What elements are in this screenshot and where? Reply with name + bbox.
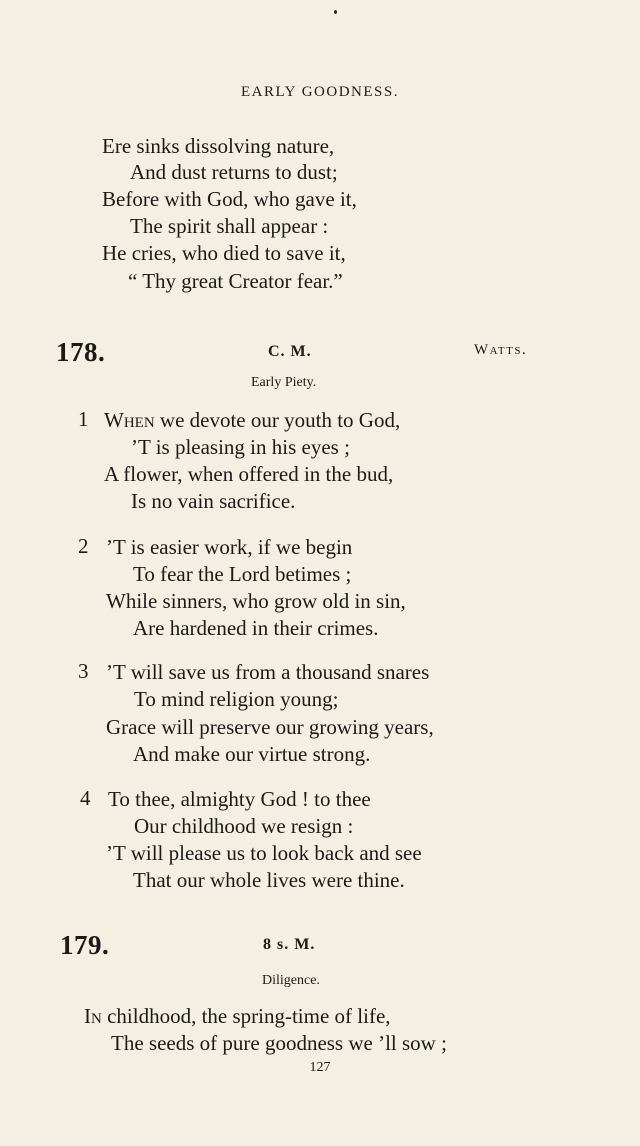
verse-line: Is no vain sacrifice.: [131, 489, 296, 513]
verse-line: “ Thy great Creator fear.”: [128, 269, 343, 293]
hymn-subtitle: Early Piety.: [251, 375, 317, 390]
verse-line: While sinners, who grow old in sin,: [106, 589, 406, 613]
stanza-number: 3: [78, 659, 89, 683]
verse-line: ’T will save us from a thousand snares: [106, 660, 430, 684]
hymn-number: 178.: [56, 337, 106, 367]
verse-line: Our childhood we resign :: [134, 814, 354, 838]
verse-first-word: When: [104, 408, 155, 432]
verse-line: To mind religion young;: [134, 687, 339, 711]
verse-first-word: In: [84, 1004, 102, 1028]
hymn-number: 179.: [60, 930, 110, 960]
verse-line: That our whole lives were thine.: [133, 868, 405, 892]
verse-line: Are hardened in their crimes.: [133, 616, 379, 640]
verse-line-rest: childhood, the spring-time of life,: [101, 1004, 391, 1028]
verse-line-rest: we devote our youth to God,: [154, 408, 401, 432]
verse-line: [104, 407, 400, 433]
running-head: EARLY GOODNESS.: [241, 84, 399, 100]
verse-line: To fear the Lord betimes ;: [133, 562, 352, 586]
verse-line: Grace will preserve our growing years,: [106, 715, 434, 739]
ink-speck: [334, 10, 337, 14]
stanza-number: 2: [78, 534, 89, 558]
verse-line: And make our virtue strong.: [133, 742, 371, 766]
hymn-meter: 8 s. M.: [263, 936, 316, 953]
verse-line: He cries, who died to save it,: [102, 241, 346, 265]
verse-line: A flower, when offered in the bud,: [104, 462, 394, 486]
stanza-number: 4: [80, 786, 91, 810]
verse-line: Ere sinks dissolving nature,: [102, 134, 335, 158]
verse-line: ’T is easier work, if we begin: [106, 535, 353, 559]
verse-line: [84, 1003, 391, 1029]
page-number: 127: [309, 1060, 331, 1075]
verse-line: Before with God, who gave it,: [102, 187, 357, 211]
hymn-subtitle: Diligence.: [262, 973, 320, 988]
hymn-meter: C. M.: [268, 343, 312, 360]
verse-line: The spirit shall appear :: [130, 214, 329, 238]
stanza-number: 1: [78, 407, 89, 431]
verse-line: The seeds of pure goodness we ’ll sow ;: [111, 1031, 447, 1055]
verse-line: ’T is pleasing in his eyes ;: [131, 435, 350, 459]
verse-line: And dust returns to dust;: [130, 160, 338, 184]
verse-line: ’T will please us to look back and see: [106, 841, 422, 865]
verse-line: To thee, almighty God ! to thee: [108, 787, 371, 811]
hymn-author: Watts.: [474, 342, 528, 358]
